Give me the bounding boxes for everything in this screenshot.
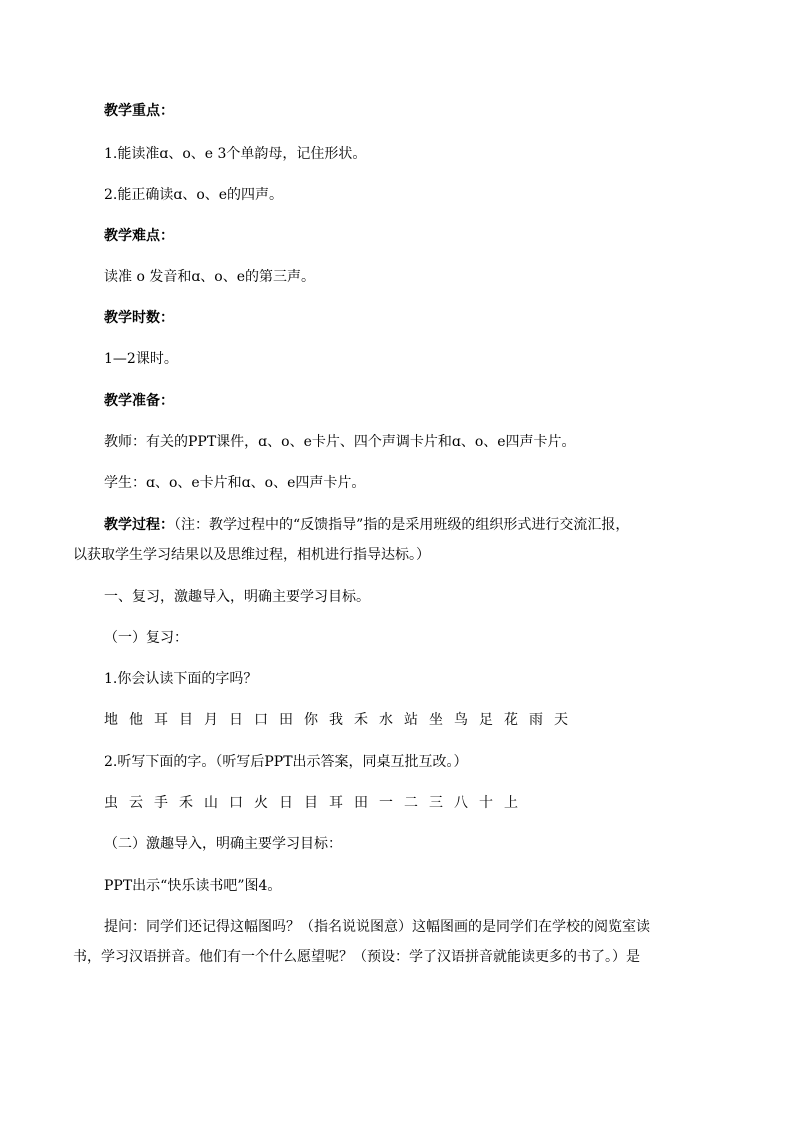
chars_1-char: 月 <box>204 712 218 728</box>
difficulty-point-1: 读准 o 发音和ɑ、o、e的第三声。 <box>104 269 316 285</box>
chars_1-char: 你 <box>304 712 318 728</box>
chars_1-char: 坐 <box>429 712 443 728</box>
section-1-title: 一、复习，激趣导入，明确主要学习目标。 <box>104 589 370 605</box>
chars_1-char: 水 <box>379 712 393 728</box>
chars_1-char: 日 <box>229 712 243 728</box>
chars_2-char: 耳 <box>329 795 343 811</box>
character-list-2 <box>104 793 529 813</box>
question-2: 2.听写下面的字。（听写后PPT出示答案，同桌互批互改。） <box>104 754 468 770</box>
chars_1-char: 田 <box>279 712 293 728</box>
chars_1-char: 目 <box>179 712 193 728</box>
heading-teaching-hours: 教学时数： <box>104 310 174 326</box>
chars_1-char: 禾 <box>354 712 368 728</box>
question-paragraph-line-2: 书，学习汉语拼音。他们有一个什么愿望呢？（预设：学了汉语拼音就能读更多的书了。）是 <box>73 949 640 965</box>
chars_2-char: 山 <box>204 795 218 811</box>
subsection-review: （一）复习： <box>104 630 188 646</box>
heading-teaching-process: 教学过程： <box>104 517 174 533</box>
chars_2-char: 八 <box>454 795 468 811</box>
chars_2-char: 田 <box>354 795 368 811</box>
heading-teaching-key: 教学重点： <box>104 103 174 119</box>
chars_1-char: 地 <box>104 712 118 728</box>
key-point-1: 1.能读准ɑ、o、e 3个单韵母，记住形状。 <box>104 146 367 162</box>
process-paragraph <box>104 515 629 535</box>
question-paragraph-line-1: 提问：同学们还记得这幅图吗？（指名说说图意）这幅图画的是同学们在学校的阅览室读 <box>104 919 650 935</box>
chars_2-char: 二 <box>404 795 418 811</box>
chars_2-char: 目 <box>304 795 318 811</box>
chars_1-char: 我 <box>329 712 343 728</box>
hours-text: 1—2课时。 <box>104 351 178 367</box>
chars_2-char: 手 <box>154 795 168 811</box>
chars_2-char: 三 <box>429 795 443 811</box>
chars_1-char: 鸟 <box>454 712 468 728</box>
chars_2-char: 虫 <box>104 795 118 811</box>
subsection-intro: （二）激趣导入，明确主要学习目标： <box>104 836 342 852</box>
prep-teacher: 教师：有关的PPT课件，ɑ、o、e卡片、四个声调卡片和ɑ、o、e四声卡片。 <box>104 434 576 450</box>
chars_1-char: 口 <box>254 712 268 728</box>
process-note: （注：教学过程中的“反馈指导”指的是采用班级的组织形式进行交流汇报， <box>174 517 630 533</box>
chars_1-char: 雨 <box>529 712 543 728</box>
chars_2-char: 云 <box>129 795 143 811</box>
chars_2-char: 火 <box>254 795 268 811</box>
character-list-1 <box>104 710 579 730</box>
process-note-continued: 以获取学生学习结果以及思维过程，相机进行指导达标。） <box>73 547 430 563</box>
heading-teaching-difficulty: 教学难点： <box>104 228 174 244</box>
chars_1-char: 天 <box>554 712 568 728</box>
question-1: 1.你会认读下面的字吗？ <box>104 671 258 687</box>
chars_1-char: 他 <box>129 712 143 728</box>
chars_1-char: 足 <box>479 712 493 728</box>
ppt-instruction: PPT出示“快乐读书吧”图4。 <box>104 878 282 894</box>
chars_1-char: 耳 <box>154 712 168 728</box>
chars_2-char: 日 <box>279 795 293 811</box>
heading-teaching-prep: 教学准备： <box>104 393 174 409</box>
chars_2-char: 上 <box>504 795 518 811</box>
chars_2-char: 十 <box>479 795 493 811</box>
chars_2-char: 禾 <box>179 795 193 811</box>
key-point-2: 2.能正确读ɑ、o、e的四声。 <box>104 187 284 203</box>
chars_2-char: 口 <box>229 795 243 811</box>
chars_1-char: 花 <box>504 712 518 728</box>
prep-student: 学生：ɑ、o、e卡片和ɑ、o、e四声卡片。 <box>104 475 366 491</box>
chars_1-char: 站 <box>404 712 418 728</box>
chars_2-char: 一 <box>379 795 393 811</box>
